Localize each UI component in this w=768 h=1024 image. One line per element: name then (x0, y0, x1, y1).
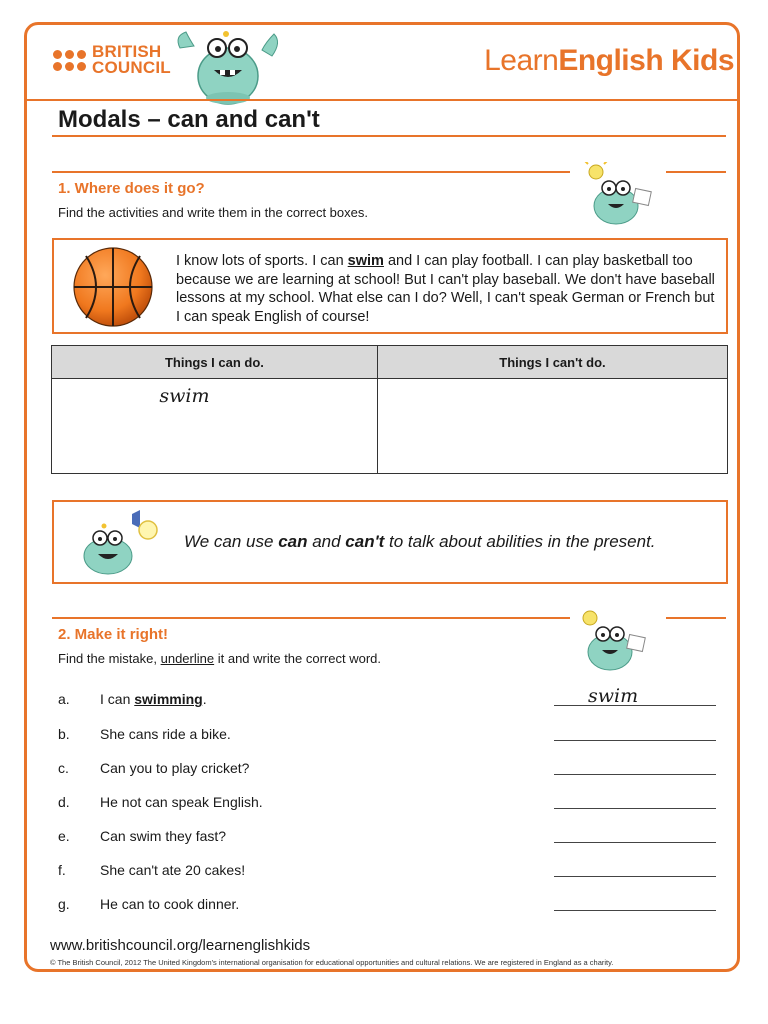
basketball-icon (72, 246, 154, 328)
story-text (176, 252, 716, 326)
question-text (100, 896, 239, 912)
section2-top-rule-right (666, 617, 726, 619)
col-header-can: Things I can do. (52, 346, 378, 379)
col-header-cant: Things I can't do. (377, 346, 727, 379)
site-name-bold: English Kids (558, 44, 734, 77)
question-letter: g. (58, 896, 70, 912)
question-row (58, 828, 718, 848)
section1-title: 1. Where does it go? (58, 180, 205, 197)
question-pre: Can you to play cricket? (100, 760, 250, 776)
monster-reading-icon (578, 162, 658, 228)
answer-line[interactable] (554, 740, 716, 741)
question-letter: c. (58, 760, 69, 776)
footer-copyright: © The British Council, 2012 The United Kingdom's international organisation for educational opportunities and cultural relations. We are registered in England as a charity. (50, 958, 614, 967)
section2-instr-underline: underline (160, 651, 215, 666)
tip-bold-can: can (278, 532, 308, 551)
tip-box (52, 500, 728, 584)
can-cant-table (51, 345, 728, 474)
question-text (100, 691, 207, 707)
section2-title: 2. Make it right! (58, 626, 169, 643)
question-row (58, 726, 718, 746)
section1-top-rule (52, 171, 570, 173)
question-text (100, 794, 263, 810)
monster-reading-icon-2 (572, 608, 652, 674)
question-text (100, 760, 249, 776)
british-council-logo (53, 44, 171, 76)
question-pre: Can swim they fast? (100, 828, 227, 844)
question-letter: d. (58, 794, 70, 810)
site-name-light: Learn (484, 44, 559, 77)
question-letter: f. (58, 862, 66, 878)
section1-instruction: Find the activities and write them in the correct boxes. (58, 205, 368, 220)
logo-dots-icon (53, 50, 86, 71)
can-cell[interactable] (52, 379, 378, 474)
header-divider (27, 99, 739, 101)
answer-text: swim (588, 685, 639, 707)
question-text (100, 862, 245, 878)
section2-top-rule (52, 617, 570, 619)
can-answer: swim (159, 385, 210, 407)
title-underline (52, 135, 726, 137)
question-text (100, 828, 226, 844)
cant-cell[interactable] (377, 379, 727, 474)
question-pre: She cans ride a bike. (100, 726, 231, 742)
monster-mascot-icon (172, 26, 284, 106)
story-part2: and I can play football. I can play basketball too because we are learning at school! But I can't play baseball. We don't have baseball lessons at my school. What else can I do? Well, I can't speak German or French but I can speak English of course! (176, 253, 715, 325)
question-row (58, 862, 718, 882)
question-row (58, 685, 718, 711)
question-mistake: swimming (134, 691, 203, 707)
tip-bold-cant: can't (345, 532, 385, 551)
answer-line[interactable] (554, 774, 716, 775)
brand-line1: BRITISH (92, 42, 162, 61)
section2-instr-part2: it and write the correct word. (214, 651, 382, 666)
answer-line[interactable] (554, 808, 716, 809)
tip-text (184, 532, 656, 552)
question-pre: He not can speak English. (100, 794, 263, 810)
question-post: . (202, 691, 207, 707)
question-letter: e. (58, 828, 70, 844)
page-title: Modals – can and can't (58, 106, 320, 133)
answer-line[interactable] (554, 876, 716, 877)
story-bold-word: swim (347, 253, 384, 269)
section2-instr-part1: Find the mistake, (58, 651, 161, 666)
question-row (58, 794, 718, 814)
question-pre: She can't ate 20 cakes! (100, 862, 246, 878)
story-part1: I know lots of sports. I can (176, 253, 348, 269)
tip-part2: and (307, 532, 346, 551)
story-box (52, 238, 728, 334)
question-pre: He can to cook dinner. (100, 896, 240, 912)
section2-instruction (58, 651, 381, 666)
question-letter: b. (58, 726, 70, 742)
question-text (100, 726, 231, 742)
question-pre: I can (100, 691, 135, 707)
question-letter: a. (58, 691, 70, 707)
tip-part1: We can use (184, 532, 279, 551)
tip-part3: to talk about abilities in the present. (384, 532, 656, 551)
monster-idea-icon (74, 508, 164, 578)
question-row (58, 896, 718, 916)
learnenglish-kids-logo (484, 44, 734, 78)
brand-line2: COUNCIL (92, 58, 171, 77)
footer-url[interactable]: www.britishcouncil.org/learnenglishkids (50, 937, 311, 954)
answer-line[interactable] (554, 910, 716, 911)
section1-top-rule-right (666, 171, 726, 173)
answer-line[interactable] (554, 842, 716, 843)
question-row (58, 760, 718, 780)
